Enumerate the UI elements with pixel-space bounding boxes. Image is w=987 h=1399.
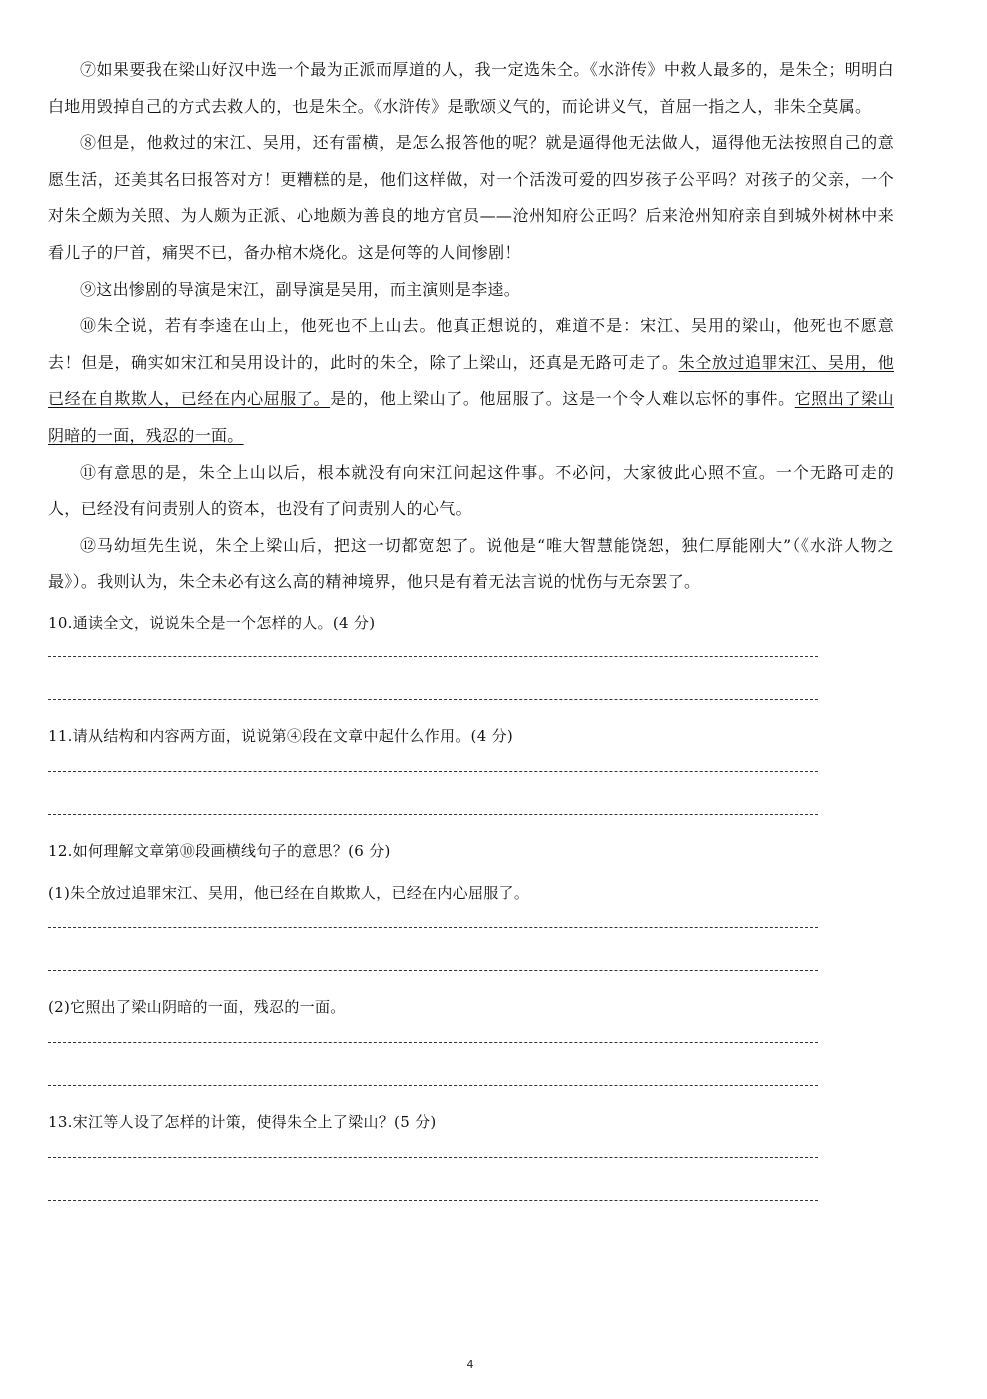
paragraph-7: ⑦如果要我在梁山好汉中选一个最为正派而厚道的人，我一定选朱仝。《水浒传》中救人最多的，是朱仝；明明白白地用毁掉自己的方式去救人的，也是朱仝。《水浒传》是歌颂义气的，而论讲义气，首屈一指之人，非朱仝莫属。 [48, 60, 894, 116]
question-13: 13.宋江等人设了怎样的计策，使得朱仝上了梁山？(5 分) [48, 1112, 437, 1131]
paragraph-12: ⑫马幼垣先生说，朱仝上梁山后，把这一切都宽恕了。说他是“唯大智慧能饶恕，独仁厚能刚大”（《水浒人物之最》）。我则认为，朱仝未必有这么高的精神境界，他只是有着无法言说的忧伤与无奈罢了。 [48, 535, 894, 592]
answer-line[interactable] [48, 927, 818, 929]
underlined-sentence-1: 朱仝放过追罪宋江、吴用，他已经在自欺欺人，已经在内心屈服了。 [48, 352, 895, 409]
paragraph-8: ⑧但是，他救过的宋江、吴用，还有雷横，是怎么报答他的呢？就是逼得他无法做人，逼得他无法按照自己的意愿生活，还美其名曰报答对方！更糟糕的是，他们这样做，对一个活泼可爱的四岁孩子公平吗？对孩子的父亲，一个对朱仝颇为关照、为人颇为正派、心地颇为善良的地方官员——沧州知府公正吗？后来沧州知府亲自到城外树林中来看儿子的尸首，痛哭不已，备办棺木烧化。这是何等的人间惨剧！ [48, 133, 894, 262]
question-10: 10.通读全文，说说朱仝是一个怎样的人。(4 分) [48, 613, 376, 632]
document-page [48, 52, 894, 1202]
question-12-part-1: (1)朱仝放过追罪宋江、吴用，他已经在自欺欺人，已经在内心屈服了。 [48, 883, 530, 902]
answer-line[interactable] [48, 1200, 818, 1202]
question-12-part-2: (2)它照出了梁山阴暗的一面，残忍的一面。 [48, 997, 346, 1016]
answer-line[interactable] [48, 1085, 818, 1087]
question-12: 12.如何理解文章第⑩段画横线句子的意思？(6 分) [48, 841, 391, 860]
answer-line[interactable] [48, 1042, 818, 1044]
answer-line[interactable] [48, 814, 818, 816]
question-11: 11.请从结构和内容两方面，说说第④段在文章中起什么作用。(4 分) [48, 726, 514, 745]
paragraph-10-middle: 是的，他上梁山了。他屈服了。这是一个令人难以忘怀的事件。 [330, 389, 795, 409]
answer-line[interactable] [48, 771, 818, 773]
paragraph-9: ⑨这出惨剧的导演是宋江，副导演是吴用，而主演则是李逵。 [80, 279, 521, 299]
paragraph-10-text: ⑩朱仝说，若有李逵在山上，他死也不上山去。他真正想说的，难道不是：宋江、吴用的梁山，他死也不愿意去！但是，确实如宋江和吴用设计的，此时的朱仝，除了上梁山，还真是无路可走了。 [48, 316, 894, 372]
paragraph-10 [48, 308, 894, 454]
paragraph-11: ⑪有意思的是，朱仝上山以后，根本就没有向宋江问起这件事。不必问，大家彼此心照不宣。一个无路可走的人，已经没有问责别人的资本，也没有了问责别人的心气。 [48, 462, 894, 519]
page-number: 4 [466, 1358, 474, 1371]
answer-line[interactable] [48, 699, 818, 701]
underlined-sentence-2: 它照出了梁山阴暗的一面，残忍的一面。 [48, 389, 894, 445]
answer-line[interactable] [48, 970, 818, 972]
answer-line[interactable] [48, 1157, 818, 1159]
answer-line[interactable] [48, 656, 818, 658]
